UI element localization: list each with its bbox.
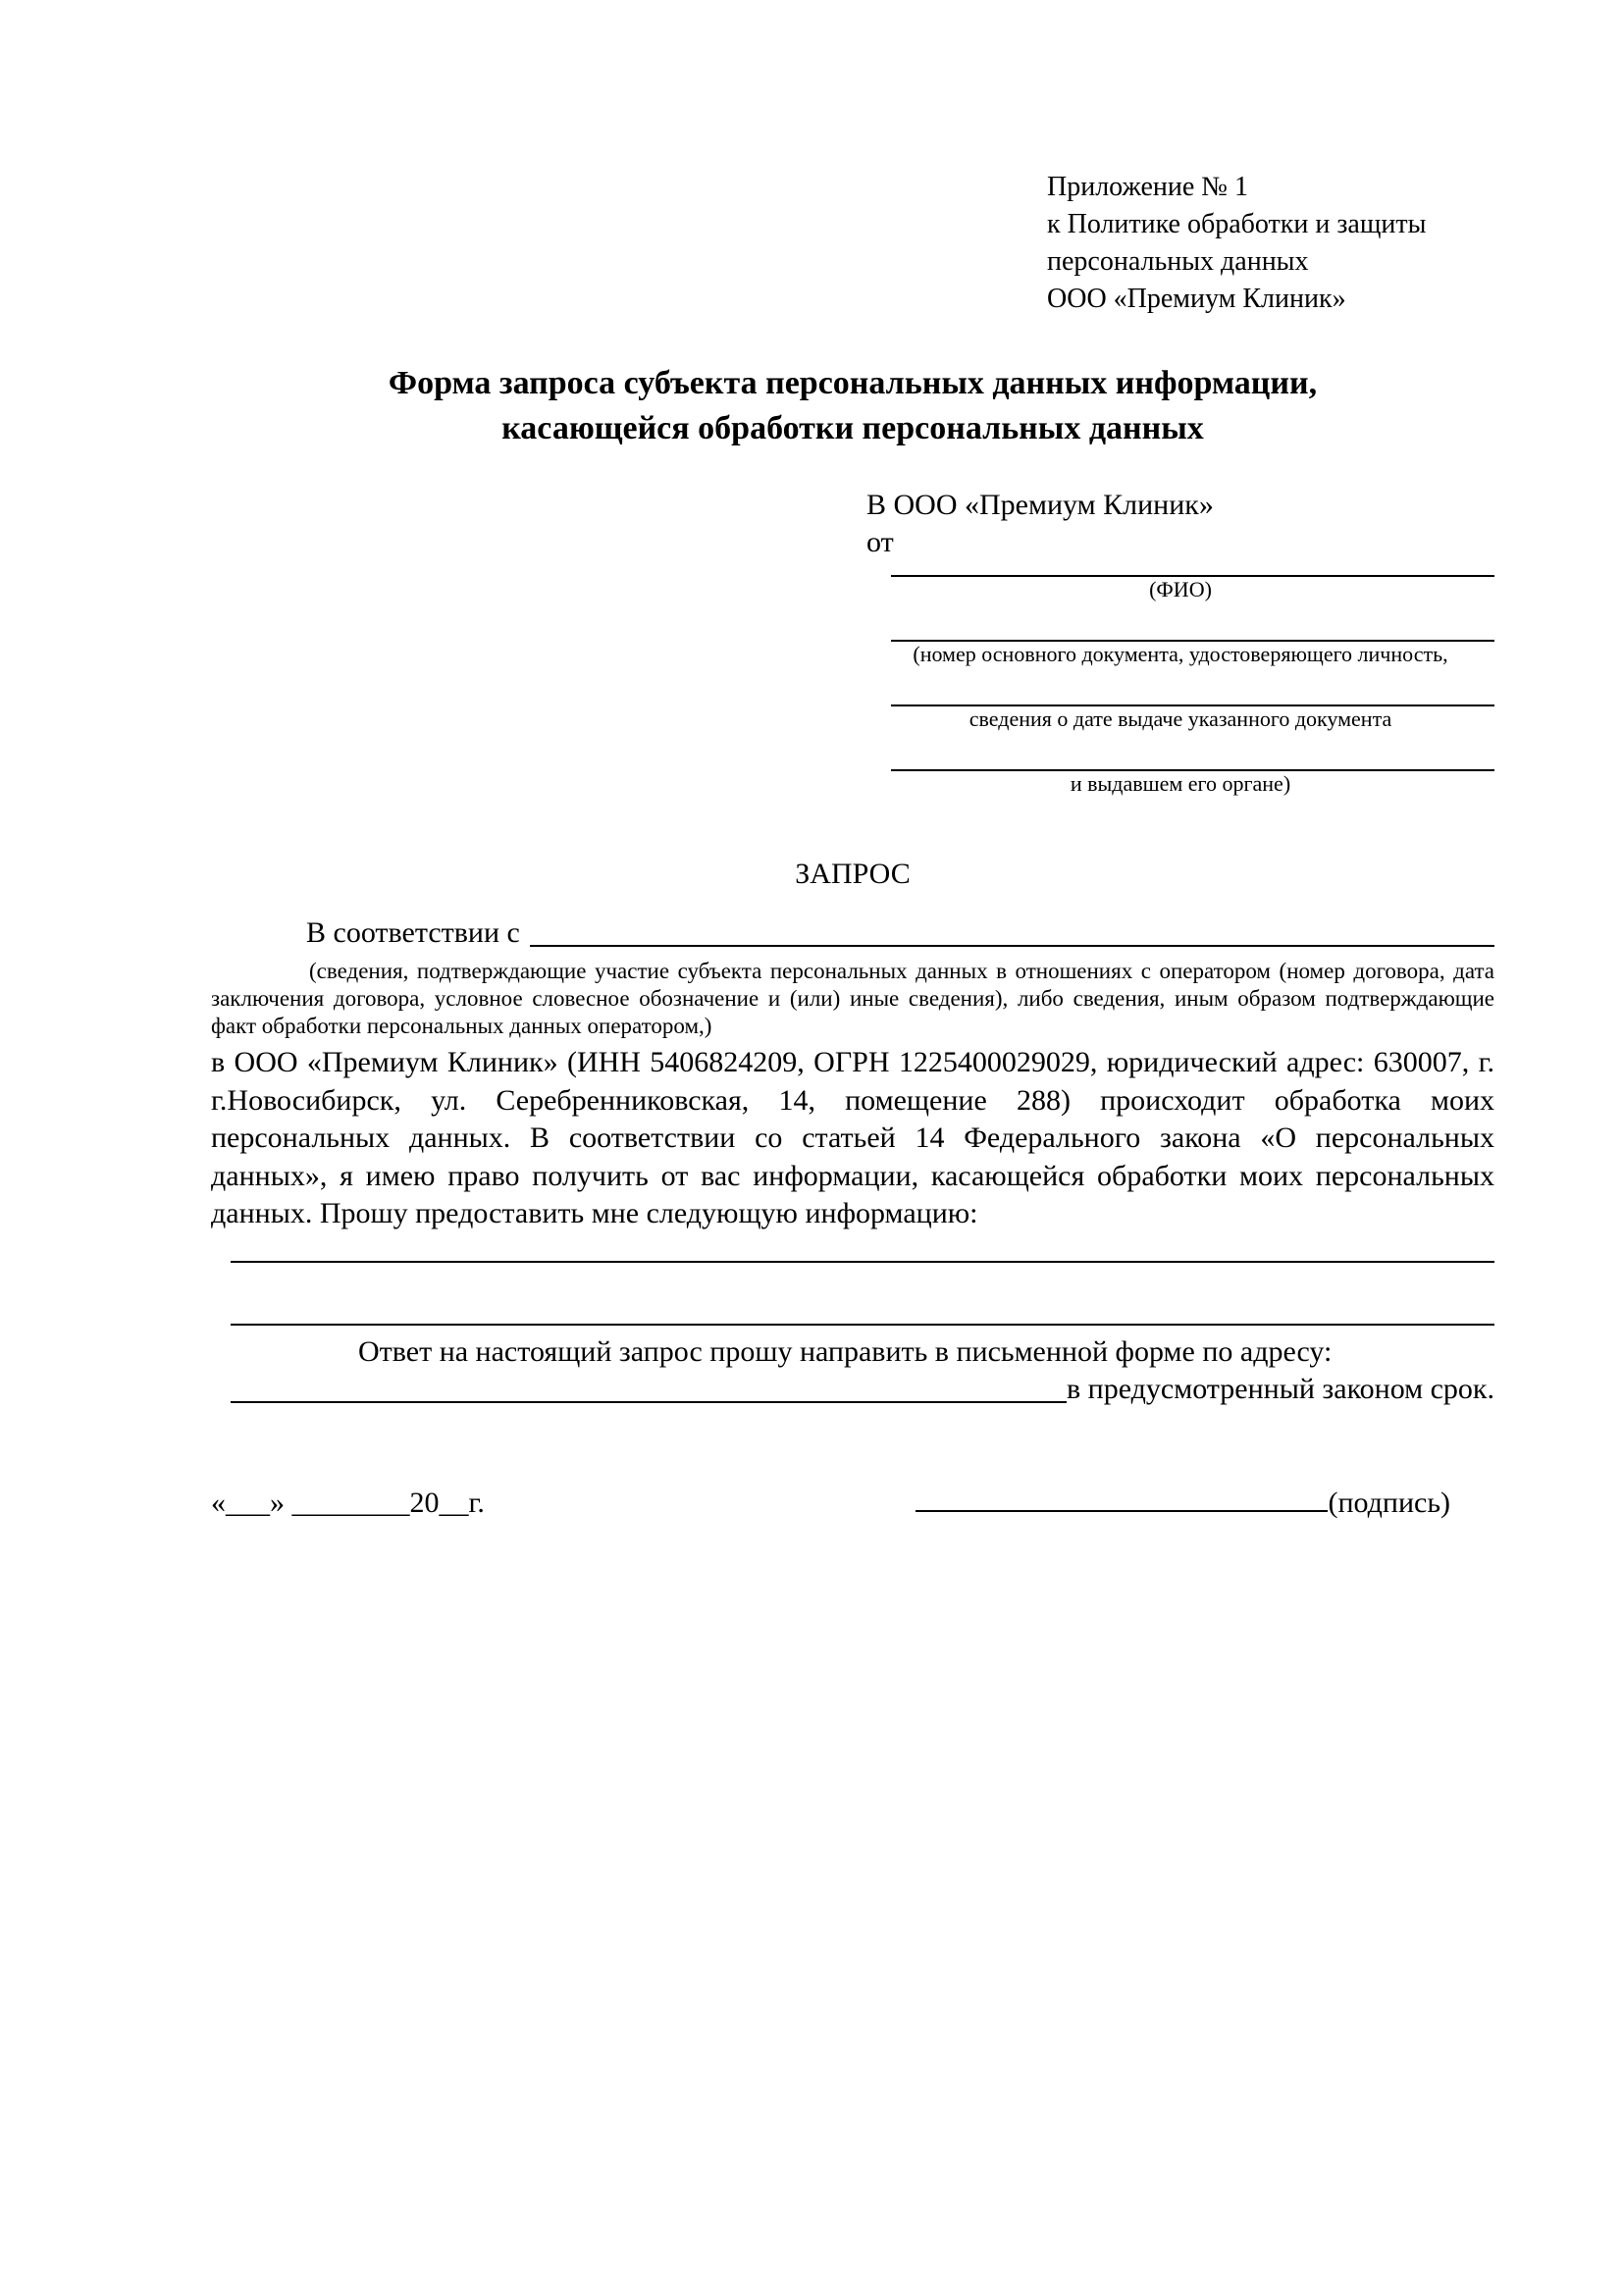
date-line: «___» ________20__г.: [211, 1486, 485, 1519]
reply-address-line: [231, 1371, 1494, 1408]
appendix-ref-line-1: Приложение № 1: [1047, 172, 1248, 202]
document-number-blank-line: [891, 602, 1494, 642]
accordance-blank-line: [530, 945, 1494, 947]
accordance-prefix: В соответствии с: [306, 916, 520, 949]
information-blank-line-1: [231, 1233, 1494, 1263]
appendix-ref-line-3: персональных данных: [1047, 246, 1309, 277]
signature-caption: (подпись): [1328, 1486, 1450, 1519]
accordance-footnote: (сведения, подтверждающие участие субъекта персональных данных в отношениях с оператором (номер договора, дата заключения договора, условное словесное обозначение и (или) иные сведения), либо сведения, иным образом подтверждающие факт обработки персональных данных оператором,): [211, 959, 1494, 1038]
issue-date-blank-line: [891, 667, 1494, 706]
recipient-block: [866, 487, 1494, 797]
fio-caption: (ФИО): [1149, 577, 1212, 601]
document-title-line-1: Форма запроса субъекта персональных данных информации,: [388, 365, 1318, 401]
reply-suffix: в предусмотренный законом срок.: [1067, 1372, 1494, 1405]
body-paragraph: в ООО «Премиум Клиник» (ИНН 5406824209, ОГРН 1225400029029, юридический адрес: 630007, г. г.Новосибирск, ул. Серебренниковская, 14, помещение 288) происходит обработка моих персональных данных. В соответствии со статьей 14 Федерального закона «О персональных данных», я имею право получить от вас информации, касающейся обработки моих персональных данных. Прошу предоставить мне следующую информацию:: [211, 1046, 1494, 1229]
appendix-ref-line-4: ООО «Премиум Клиник»: [1047, 284, 1346, 314]
signature-block: [916, 1485, 1450, 1522]
appendix-ref-line-2: к Политике обработки и защиты: [1047, 209, 1427, 239]
issue-date-caption: сведения о дате выдаче указанного документа: [969, 706, 1392, 731]
issuing-authority-caption: и выдавшем его органе): [1070, 771, 1291, 796]
recipient-from-label: от: [866, 526, 894, 558]
reply-address-blank-line: [231, 1401, 1067, 1403]
document-title: [211, 361, 1494, 451]
information-blank-line-2: [231, 1263, 1494, 1326]
date-signature-row: [211, 1485, 1494, 1522]
document-title-line-2: касающейся обработки персональных данных: [501, 410, 1204, 446]
request-heading: ЗАПРОС: [795, 858, 911, 890]
signature-blank-line: [916, 1510, 1328, 1512]
accordance-line: [211, 914, 1494, 952]
issuing-authority-blank-line: [891, 732, 1494, 771]
appendix-reference: [1047, 169, 1494, 318]
document-content: [211, 169, 1494, 1522]
issuing-authority-field: [866, 732, 1494, 797]
document-number-caption: (номер основного документа, удостоверяющего личность,: [913, 642, 1448, 666]
fio-field: [866, 561, 1494, 602]
document-number-field: [866, 602, 1494, 667]
recipient-to: В ООО «Премиум Клиник»: [866, 489, 1214, 521]
reply-sentence: Ответ на настоящий запрос прошу направить в письменной форме по адресу:: [358, 1334, 1333, 1368]
fio-blank-line: [891, 561, 1494, 577]
issue-date-field: [866, 667, 1494, 732]
